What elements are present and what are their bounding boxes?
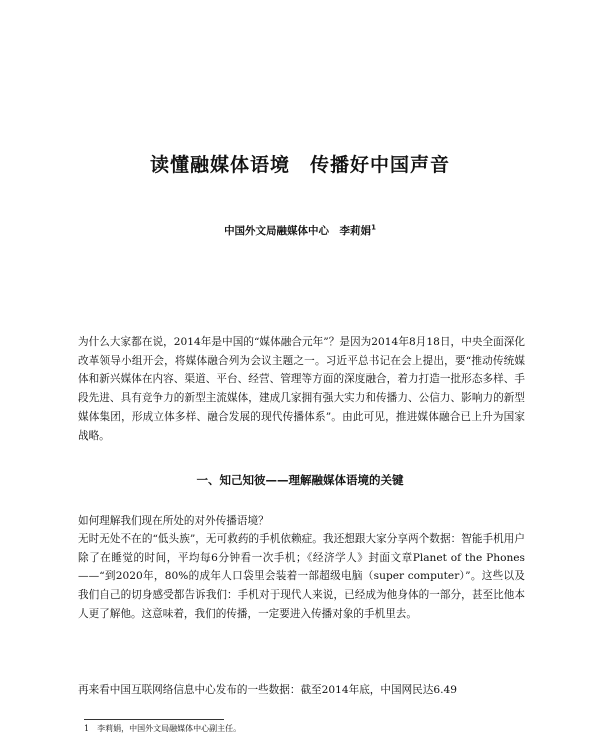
article-title: 读懂融媒体语境 传播好中国声音 bbox=[149, 154, 450, 176]
section-paragraph-phones: 无时无处不在的“低头族”，无可救药的手机依赖症。我还想跟大家分享两个数据：智能手机用户除了在睡觉的时间，平均每6分钟看一次手机；《经济学人》封面文章Planet of the Phones——“到2020年，80%的成年人口袋里会装着一部超级电脑（super computer）”。这些以及我们自己的切身感受都告诉我们：手机对于现代人来说，已经成为他身体的一部分，甚至比他本人更了解他。这意味着，我们的传播，一定要进入传播对象的手机里去。 bbox=[78, 533, 525, 620]
section-paragraph-question: 如何理解我们现在所处的对外传播语境？ bbox=[78, 515, 269, 527]
section-heading: 一、知己知彼——理解融媒体语境的关键 bbox=[196, 473, 404, 487]
footnote-text: 1 李莉娟，中国外文局融媒体中心副主任。 bbox=[84, 724, 242, 733]
author-name: 中国外文局融媒体中心 李莉娟 bbox=[224, 225, 372, 237]
footnote-divider bbox=[84, 719, 224, 720]
author-byline bbox=[0, 223, 600, 238]
footnote-reference: 1 bbox=[371, 223, 376, 232]
intro-paragraph: 为什么大家都在说，2014年是中国的“媒体融合元年”？是因为2014年8月18日，中央全面深化改革领导小组开会，将媒体融合列为会议主题之一。习近平总书记在会上提出，要“推动传统媒体和新兴媒体在内容、渠道、平台、经营、管理等方面的深度融合，着力打造一批形态多样、手段先进、具有竞争力的新型主流媒体，建成几家拥有强大实力和传播力、公信力、影响力的新型媒体集团，形成立体多样、融合发展的现代传播体系”。由此可见，推进媒体融合已上升为国家战略。 bbox=[78, 336, 525, 442]
section-paragraph-statistics: 再来看中国互联网络信息中心发布的一些数据：截至2014年底，中国网民达6.49 bbox=[78, 684, 457, 696]
